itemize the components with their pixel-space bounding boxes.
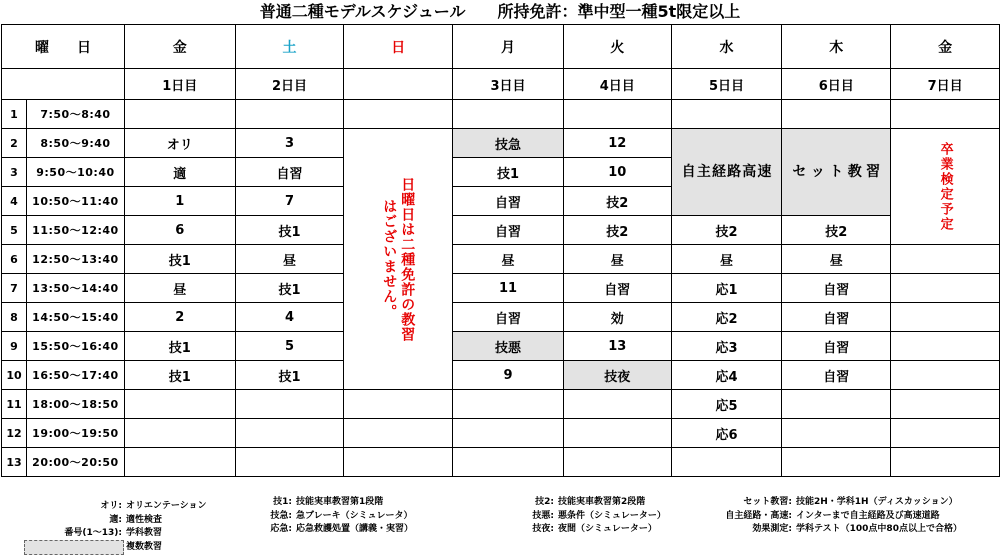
legend-value: インターまで自主経路及び高速道路 xyxy=(796,510,940,521)
lesson-cell: 13 xyxy=(563,332,671,361)
lesson-cell: 技2 xyxy=(563,216,671,245)
lesson-cell xyxy=(453,419,564,448)
period-number: 6 xyxy=(2,245,27,274)
multiple-lesson-swatch xyxy=(24,540,124,555)
legend-item xyxy=(20,527,206,541)
period-row xyxy=(2,448,1000,477)
lesson-cell: 6 xyxy=(124,216,235,245)
day-header: 月 xyxy=(453,25,564,69)
lesson-cell: 5 xyxy=(235,332,344,361)
period-number: 3 xyxy=(2,158,27,187)
lesson-cell: オリ xyxy=(124,129,235,158)
legend-value: 夜間（シミュレーター） xyxy=(558,524,657,534)
sunday-cell xyxy=(344,390,453,419)
day-header: 木 xyxy=(782,25,891,69)
lesson-cell: 効 xyxy=(563,303,671,332)
period-number: 1 xyxy=(2,100,27,129)
lesson-cell: 昼 xyxy=(124,274,235,303)
day-number: 4日目 xyxy=(563,69,671,100)
period-time: 16:50～17:40 xyxy=(26,361,124,390)
header-row-days xyxy=(2,25,1000,69)
legend-item xyxy=(500,496,666,510)
schedule-table xyxy=(1,24,1000,477)
lesson-cell xyxy=(124,419,235,448)
lesson-cell: 技1 xyxy=(124,332,235,361)
legend-column-3 xyxy=(500,496,666,537)
lesson-cell: 技1 xyxy=(235,274,344,303)
legend-value: 複数教習 xyxy=(126,541,163,552)
period-number: 13 xyxy=(2,448,27,477)
lesson-cell: 応2 xyxy=(671,303,782,332)
lesson-cell xyxy=(891,332,1000,361)
lesson-cell xyxy=(891,274,1000,303)
sunday-cell xyxy=(344,448,453,477)
legend-item xyxy=(500,523,666,537)
lesson-cell: 自習 xyxy=(453,187,564,216)
lesson-cell xyxy=(891,245,1000,274)
period-number: 5 xyxy=(2,216,27,245)
lesson-cell: 技2 xyxy=(671,216,782,245)
day-number: 3日目 xyxy=(453,69,564,100)
period-row xyxy=(2,361,1000,390)
lesson-cell xyxy=(563,390,671,419)
header-row-day-numbers xyxy=(2,69,1000,100)
legend-item xyxy=(20,500,206,514)
lesson-cell xyxy=(563,100,671,129)
lesson-cell xyxy=(124,100,235,129)
lesson-cell: 2 xyxy=(124,303,235,332)
sunday-note: 日曜日は二種免許の教習はございません。 xyxy=(381,176,416,342)
lesson-cell: 技1 xyxy=(124,245,235,274)
lesson-cell: 自習 xyxy=(782,361,891,390)
schedule-body xyxy=(2,25,1000,477)
lesson-cell: 自習 xyxy=(235,158,344,187)
period-number: 8 xyxy=(2,303,27,332)
lesson-cell: 技悪 xyxy=(453,332,564,361)
lesson-cell: 4 xyxy=(235,303,344,332)
period-number: 7 xyxy=(2,274,27,303)
legend-item xyxy=(248,523,413,537)
lesson-cell xyxy=(782,100,891,129)
lesson-cell: 応6 xyxy=(671,419,782,448)
period-time: 15:50～16:40 xyxy=(26,332,124,361)
legend-key: 応急: xyxy=(270,524,292,534)
set-lesson-label: セット教習 xyxy=(792,164,881,180)
lesson-cell: 昼 xyxy=(671,245,782,274)
lesson-cell: 技1 xyxy=(453,158,564,187)
legend-item xyxy=(20,514,206,528)
lesson-cell xyxy=(563,448,671,477)
period-time: 19:00～19:50 xyxy=(26,419,124,448)
day-label: 曜 日 xyxy=(2,25,125,69)
period-number: 11 xyxy=(2,390,27,419)
period-time: 14:50～15:40 xyxy=(26,303,124,332)
lesson-cell xyxy=(563,419,671,448)
legend-key: 技夜: xyxy=(532,524,554,534)
legend-key: 自主経路・高速: xyxy=(725,510,792,521)
period-row xyxy=(2,100,1000,129)
lesson-cell xyxy=(235,100,344,129)
period-number: 2 xyxy=(2,129,27,158)
sunday-cell xyxy=(344,419,453,448)
lesson-cell: 昼 xyxy=(782,245,891,274)
day-header: 土 xyxy=(235,25,344,69)
legend-value: 技能実車教習第1段階 xyxy=(296,497,384,507)
lesson-cell: 9 xyxy=(453,361,564,390)
period-row xyxy=(2,129,1000,158)
sunday-cell xyxy=(344,100,453,129)
lesson-cell: 昼 xyxy=(453,245,564,274)
lesson-cell: 自習 xyxy=(453,216,564,245)
lesson-cell: 1 xyxy=(124,187,235,216)
legend-value: 悪条件（シミュレーター） xyxy=(558,510,666,521)
lesson-cell: 技夜 xyxy=(563,361,671,390)
period-time: 12:50～13:40 xyxy=(26,245,124,274)
period-time: 8:50～9:40 xyxy=(26,129,124,158)
blank-cell xyxy=(2,69,125,100)
period-time: 18:00～18:50 xyxy=(26,390,124,419)
day-header: 金 xyxy=(124,25,235,69)
day-header: 金 xyxy=(891,25,1000,69)
lesson-cell: 昼 xyxy=(563,245,671,274)
lesson-cell xyxy=(235,448,344,477)
lesson-cell: 応5 xyxy=(671,390,782,419)
legend-key: 技急: xyxy=(270,510,292,521)
lesson-cell: 適 xyxy=(124,158,235,187)
period-row xyxy=(2,274,1000,303)
lesson-cell: 11 xyxy=(453,274,564,303)
legend-item xyxy=(700,510,962,524)
lesson-cell xyxy=(782,419,891,448)
legend-value: 学科テスト（100点中80点以上で合格） xyxy=(796,524,962,534)
period-time: 9:50～10:40 xyxy=(26,158,124,187)
legend-value: 技能実車教習第2段階 xyxy=(558,497,646,507)
period-row xyxy=(2,245,1000,274)
lesson-cell: 昼 xyxy=(235,245,344,274)
lesson-cell: 3 xyxy=(235,129,344,158)
lesson-cell xyxy=(891,303,1000,332)
graduation-exam-label: 卒業検定予定 xyxy=(937,141,953,232)
lesson-cell: 応3 xyxy=(671,332,782,361)
lesson-cell xyxy=(891,361,1000,390)
period-time: 20:00～20:50 xyxy=(26,448,124,477)
lesson-cell xyxy=(235,390,344,419)
lesson-cell: 10 xyxy=(563,158,671,187)
lesson-cell xyxy=(782,390,891,419)
lesson-cell: 技2 xyxy=(782,216,891,245)
day-header: 水 xyxy=(671,25,782,69)
period-number: 4 xyxy=(2,187,27,216)
day-header: 日 xyxy=(344,25,453,69)
lesson-cell: 自習 xyxy=(782,303,891,332)
sunday-note-cell xyxy=(344,129,453,390)
legend-column-2 xyxy=(248,496,413,537)
day-number: 2日目 xyxy=(235,69,344,100)
lesson-cell: 自習 xyxy=(782,332,891,361)
legend-value: 技能2H・学科1H（ディスカッション） xyxy=(796,497,958,507)
day-number: 1日目 xyxy=(124,69,235,100)
graduation-exam-cell xyxy=(891,129,1000,245)
legend-key: セット教習: xyxy=(743,497,792,507)
period-time: 10:50～11:40 xyxy=(26,187,124,216)
day-header: 火 xyxy=(563,25,671,69)
lesson-cell: 技1 xyxy=(235,216,344,245)
lesson-cell xyxy=(891,390,1000,419)
legend-item xyxy=(248,496,413,510)
period-row xyxy=(2,332,1000,361)
lesson-cell xyxy=(235,419,344,448)
lesson-cell: 応1 xyxy=(671,274,782,303)
lesson-cell xyxy=(671,100,782,129)
lesson-cell: 自習 xyxy=(782,274,891,303)
expressway-label: 自主経路高速 xyxy=(681,164,772,180)
lesson-cell: 12 xyxy=(563,129,671,158)
legend-item xyxy=(248,510,413,524)
period-row xyxy=(2,390,1000,419)
page-title: 普通二種モデルスケジュール 所持免許：準中型一種5t限定以上 xyxy=(259,2,741,21)
legend-value: 応急救護処置（講義・実習） xyxy=(296,524,414,534)
legend-item xyxy=(500,510,666,524)
day-number: 6日目 xyxy=(782,69,891,100)
set-lesson-block xyxy=(782,129,891,216)
legend-key: オリ: xyxy=(100,501,122,511)
lesson-cell: 自習 xyxy=(563,274,671,303)
lesson-cell xyxy=(891,100,1000,129)
period-time: 11:50～12:40 xyxy=(26,216,124,245)
legend-key: 技1: xyxy=(273,497,292,507)
period-number: 10 xyxy=(2,361,27,390)
lesson-cell: 応4 xyxy=(671,361,782,390)
legend-value: 学科教習 xyxy=(126,528,163,538)
legend-item xyxy=(700,523,962,537)
legend-column-4 xyxy=(700,496,962,537)
period-time: 7:50～8:40 xyxy=(26,100,124,129)
lesson-cell xyxy=(453,100,564,129)
legend-value: 適性検査 xyxy=(126,514,163,525)
period-number: 9 xyxy=(2,332,27,361)
legend-value: オリエンテーション xyxy=(126,501,207,511)
day-number: 7日目 xyxy=(891,69,1000,100)
lesson-cell xyxy=(671,448,782,477)
period-number: 12 xyxy=(2,419,27,448)
lesson-cell: 技1 xyxy=(235,361,344,390)
legend-key: 技2: xyxy=(535,497,554,507)
legend-key: 適: xyxy=(109,514,122,525)
lesson-cell: 自習 xyxy=(453,303,564,332)
legend-key: 効果測定: xyxy=(752,524,792,534)
day-number xyxy=(344,69,453,100)
lesson-cell xyxy=(124,390,235,419)
lesson-cell xyxy=(891,419,1000,448)
legend-item xyxy=(700,496,962,510)
period-row xyxy=(2,216,1000,245)
legend-key: 技悪: xyxy=(532,510,554,521)
period-time: 13:50～14:40 xyxy=(26,274,124,303)
expressway-block xyxy=(671,129,782,216)
lesson-cell xyxy=(453,448,564,477)
lesson-cell xyxy=(782,448,891,477)
lesson-cell xyxy=(453,390,564,419)
period-row xyxy=(2,303,1000,332)
period-row xyxy=(2,419,1000,448)
lesson-cell xyxy=(891,448,1000,477)
lesson-cell: 7 xyxy=(235,187,344,216)
day-number: 5日目 xyxy=(671,69,782,100)
legend-value: 急ブレーキ（シミュレータ） xyxy=(296,510,413,521)
lesson-cell: 技1 xyxy=(124,361,235,390)
lesson-cell xyxy=(124,448,235,477)
legend-key: 番号(1～13): xyxy=(64,528,122,538)
lesson-cell: 技急 xyxy=(453,129,564,158)
lesson-cell: 技2 xyxy=(563,187,671,216)
